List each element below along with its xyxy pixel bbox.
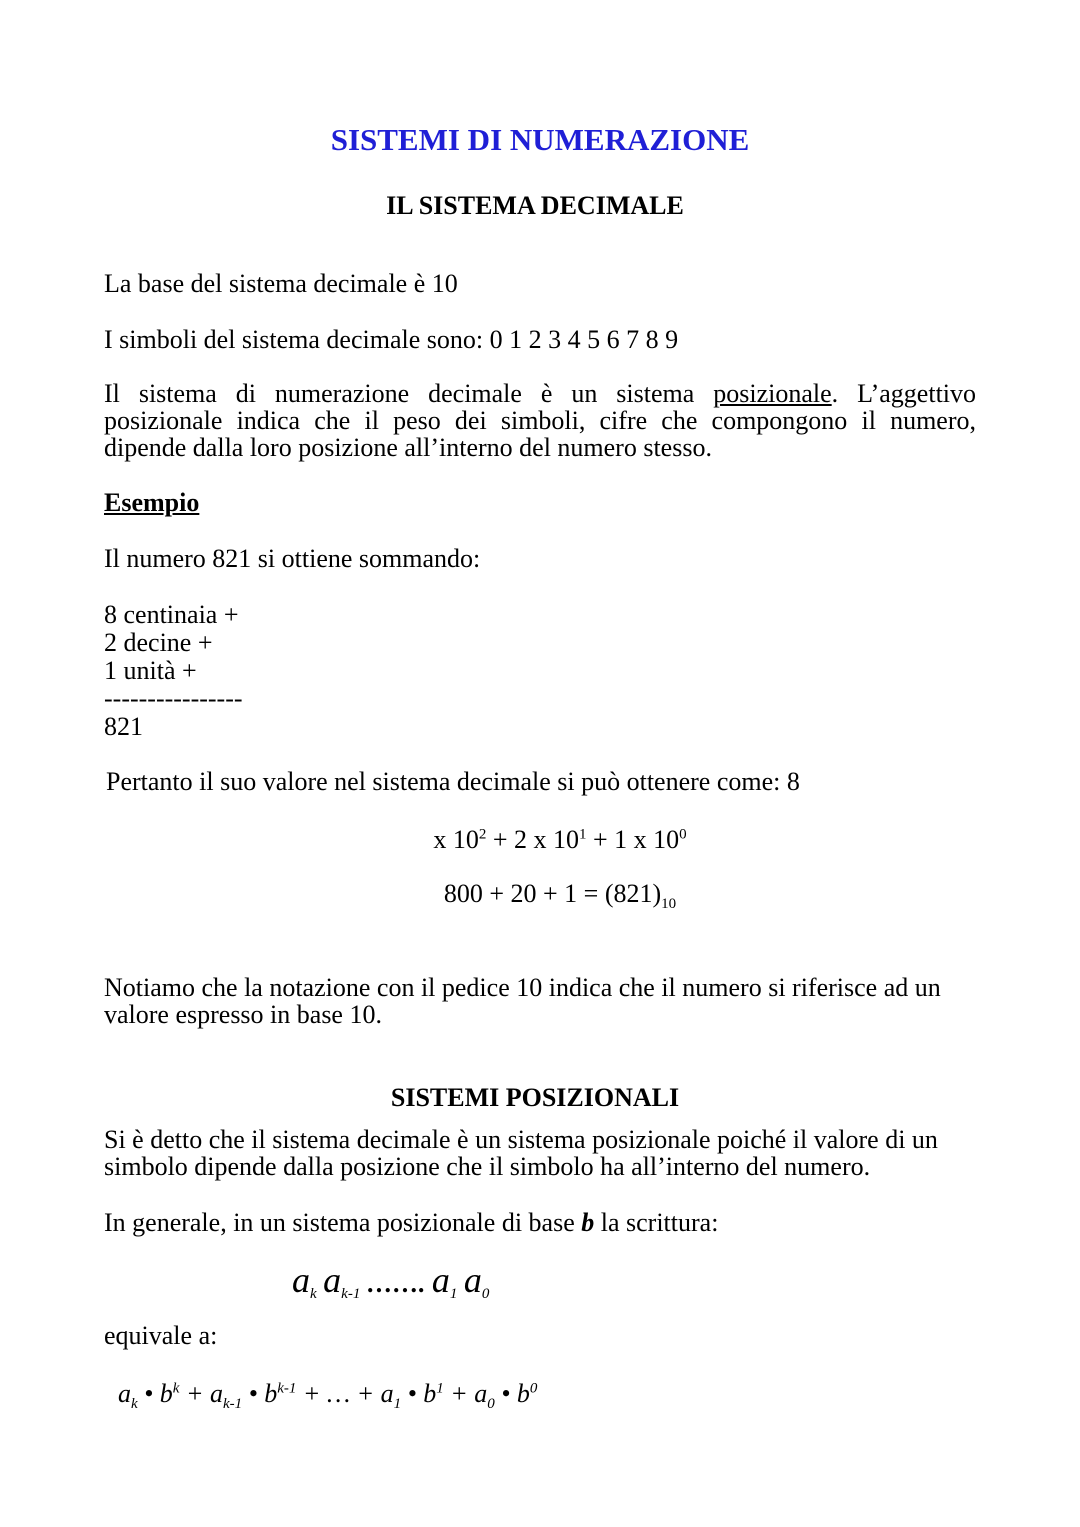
section-title-decimal: IL SISTEMA DECIMALE: [386, 191, 684, 220]
base-subscript: 10: [661, 896, 677, 913]
exponent: 1: [579, 826, 587, 843]
formula-sum: [0, 879, 1080, 913]
positional-text-pre: Il sistema di numerazione decimale è un sistema: [104, 379, 695, 408]
index: k-1: [223, 1396, 243, 1413]
index: 0: [487, 1396, 495, 1413]
sum-line: 8 centinaia +: [104, 600, 239, 629]
exponent: k-1: [277, 1380, 297, 1397]
expansion-term: a: [118, 1379, 131, 1408]
formula-powers: [0, 826, 1080, 853]
digit-symbol: a: [292, 1260, 310, 1300]
expansion-term: b: [264, 1379, 278, 1408]
formula-sum-main: 800 + 20 + 1 = (821): [443, 879, 662, 908]
formula-term: + 2 x 10: [486, 825, 579, 854]
sum-line: 1 unità +: [104, 656, 197, 685]
index: 1: [449, 1286, 458, 1303]
positional-keyword: posizionale: [713, 379, 832, 408]
index: k-1: [341, 1286, 361, 1303]
exponent: 0: [529, 1380, 538, 1397]
expansion-term: b: [159, 1379, 173, 1408]
digit-symbol: a: [463, 1260, 482, 1300]
bullet-operator: •: [494, 1379, 517, 1408]
expansion-term: b: [516, 1379, 530, 1408]
sum-divider: ----------------: [104, 684, 243, 713]
positional-text-post: . L’aggettivo posizionale indica che il peso dei simboli, cifre che compongono il numero, dipende dalla loro posizione all’interno del numero stesso.: [104, 379, 977, 462]
general-text-post: la scrittura:: [600, 1208, 719, 1237]
example-heading: Esempio: [104, 488, 200, 517]
general-text-pre: In generale, in un sistema posizionale di base: [104, 1208, 575, 1237]
index: 0: [481, 1286, 490, 1303]
formula-term: x 10: [433, 825, 479, 854]
index: 1: [393, 1396, 402, 1413]
value-paragraph: Pertanto il suo valore nel sistema decimale si può ottenere come: 8: [106, 767, 800, 796]
exponent: k: [172, 1380, 180, 1397]
formula-term: + 1 x 10: [586, 825, 680, 854]
exponent: 0: [679, 826, 687, 843]
index: k: [131, 1396, 138, 1413]
bullet-operator: •: [242, 1379, 265, 1408]
digit-sequence: [292, 1260, 490, 1303]
example-intro: Il numero 821 si ottiene sommando:: [104, 544, 481, 573]
digit-symbol: a: [323, 1260, 342, 1300]
bullet-operator: •: [137, 1379, 160, 1408]
exponent: 2: [478, 826, 487, 843]
notation-paragraph: Notiamo che la notazione con il pedice 10 indica che il numero si riferisce ad un valore espresso in base 10.: [104, 973, 941, 1029]
digit-symbol: a: [431, 1260, 450, 1300]
sum-total: 821: [104, 712, 143, 741]
index: k: [310, 1286, 317, 1303]
positional-intro-paragraph: Si è detto che il sistema decimale è un sistema posizionale poiché il valore di un simbolo dipende dalla posizione che il simbolo ha all’interno del numero.: [104, 1125, 938, 1181]
page-title: SISTEMI DI NUMERAZIONE: [330, 122, 750, 157]
expansion-term: a: [210, 1379, 223, 1408]
equivale-label: equivale a:: [104, 1321, 218, 1350]
exponent: 1: [436, 1380, 444, 1397]
sum-line: 2 decine +: [104, 628, 213, 657]
sum-list: [104, 601, 243, 741]
ellipsis: …….: [360, 1269, 432, 1298]
plus-operator: +: [443, 1379, 475, 1408]
positional-paragraph: [104, 380, 976, 461]
expansion-term: a: [474, 1379, 488, 1408]
bullet-operator: •: [401, 1379, 424, 1408]
plus-operator: +: [179, 1379, 210, 1408]
symbols-paragraph: I simboli del sistema decimale sono: 0 1 2 3 4 5 6 7 8 9: [104, 325, 679, 354]
ellipsis-operator: + … +: [296, 1379, 381, 1408]
expansion-term: a: [380, 1379, 394, 1408]
expansion-formula: [118, 1379, 538, 1413]
general-paragraph: [104, 1209, 718, 1236]
expansion-term: b: [423, 1379, 437, 1408]
section-title-positional: SISTEMI POSIZIONALI: [390, 1083, 680, 1112]
base-paragraph: La base del sistema decimale è 10: [104, 269, 458, 298]
base-symbol: b: [581, 1208, 595, 1237]
